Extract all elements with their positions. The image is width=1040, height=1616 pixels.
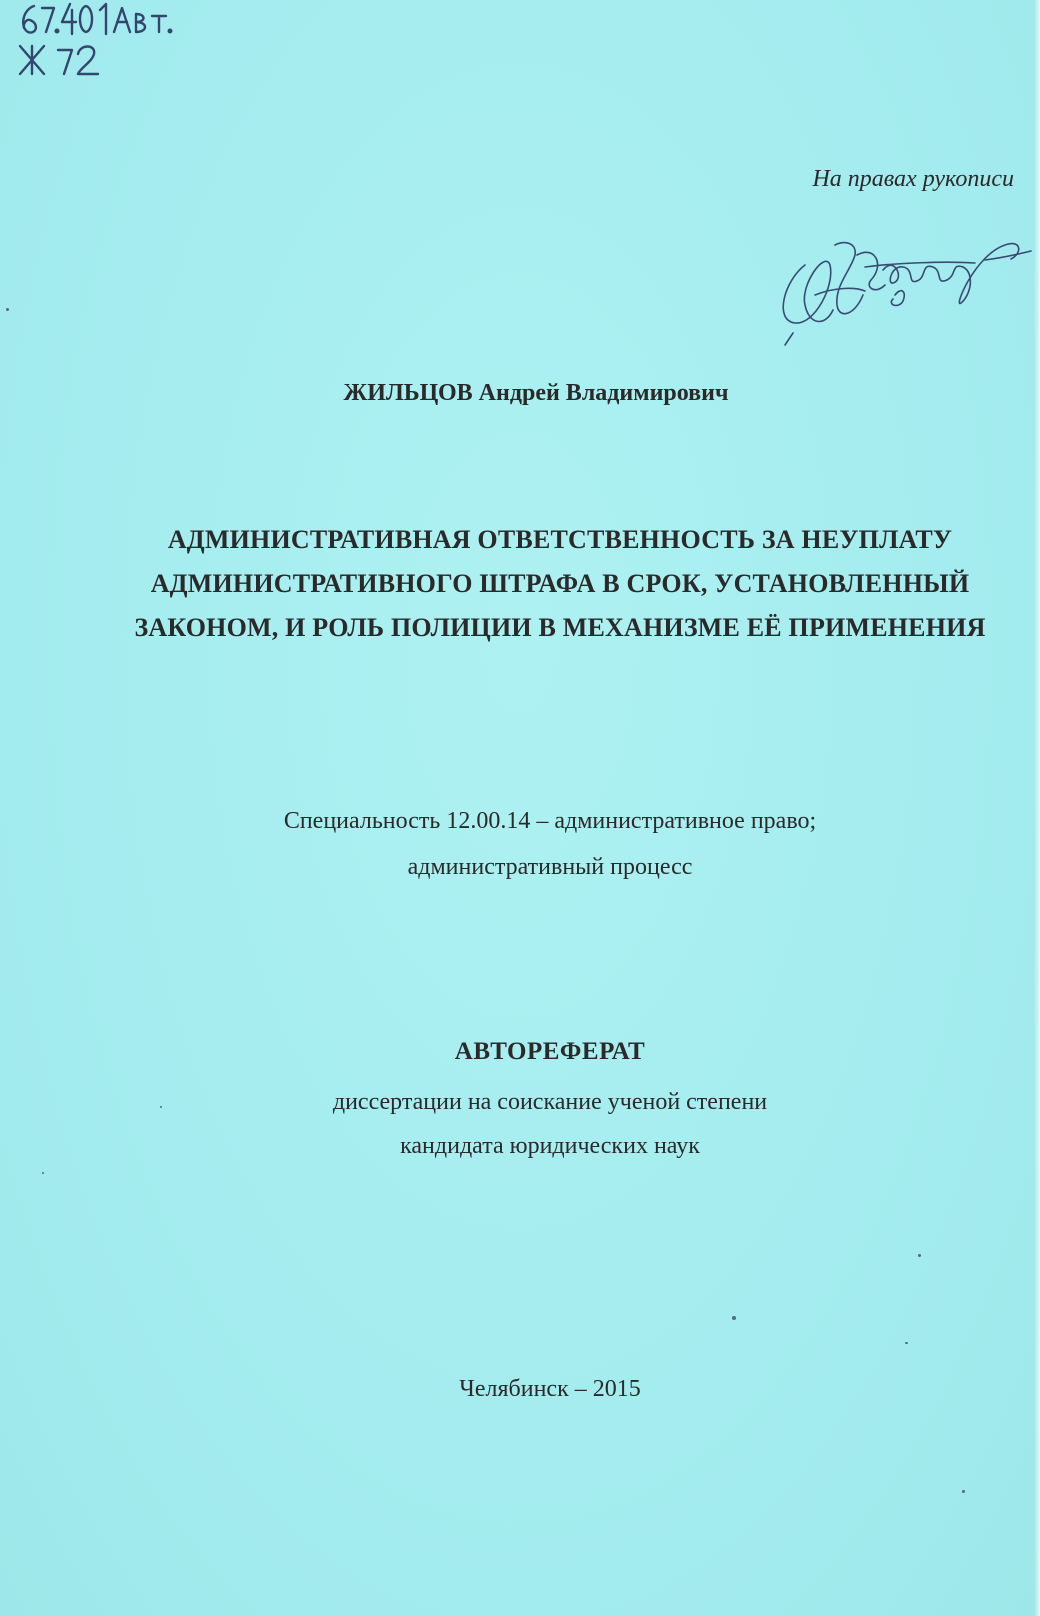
handwriting-image <box>14 0 194 90</box>
handwritten-catalog-code <box>14 0 174 90</box>
manuscript-rights-note: На правах рукописи <box>812 166 1014 192</box>
paper-speck <box>962 1490 965 1493</box>
degree-line: кандидата юридических наук <box>400 1133 700 1159</box>
paper-speck <box>732 1316 736 1320</box>
abstract-heading: АВТОРЕФЕРАТ <box>454 1038 646 1065</box>
paper-speck <box>6 308 9 311</box>
author-signature <box>775 225 1035 355</box>
dissertation-title <box>60 518 1040 650</box>
title-line: АДМИНИСТРАТИВНОГО ШТРАФА В СРОК, УСТАНОВЛЕННЫЙ <box>150 569 970 598</box>
title-line: ЗАКОНОМ, И РОЛЬ ПОЛИЦИИ В МЕХАНИЗМЕ ЕЁ ПРИМЕНЕНИЯ <box>134 613 986 642</box>
degree-line: диссертации на соискание ученой степени <box>332 1089 768 1115</box>
specialty-line: административный процесс <box>407 854 693 880</box>
paper-speck <box>905 1342 908 1344</box>
specialty-line: Специальность 12.00.14 – административное право; <box>283 808 817 834</box>
specialty-block <box>0 798 1040 890</box>
signature-image <box>775 225 1035 355</box>
paper-speck <box>918 1254 921 1257</box>
paper-speck <box>42 1172 44 1174</box>
paper-edge <box>1034 0 1040 1616</box>
paper-speck <box>160 1106 162 1108</box>
author-name: ЖИЛЬЦОВ Андрей Владимирович <box>343 380 729 406</box>
degree-block <box>0 1080 1040 1168</box>
title-line: АДМИНИСТРАТИВНАЯ ОТВЕТСТВЕННОСТЬ ЗА НЕУПЛАТУ <box>167 525 953 554</box>
city-year: Челябинск – 2015 <box>459 1376 641 1402</box>
